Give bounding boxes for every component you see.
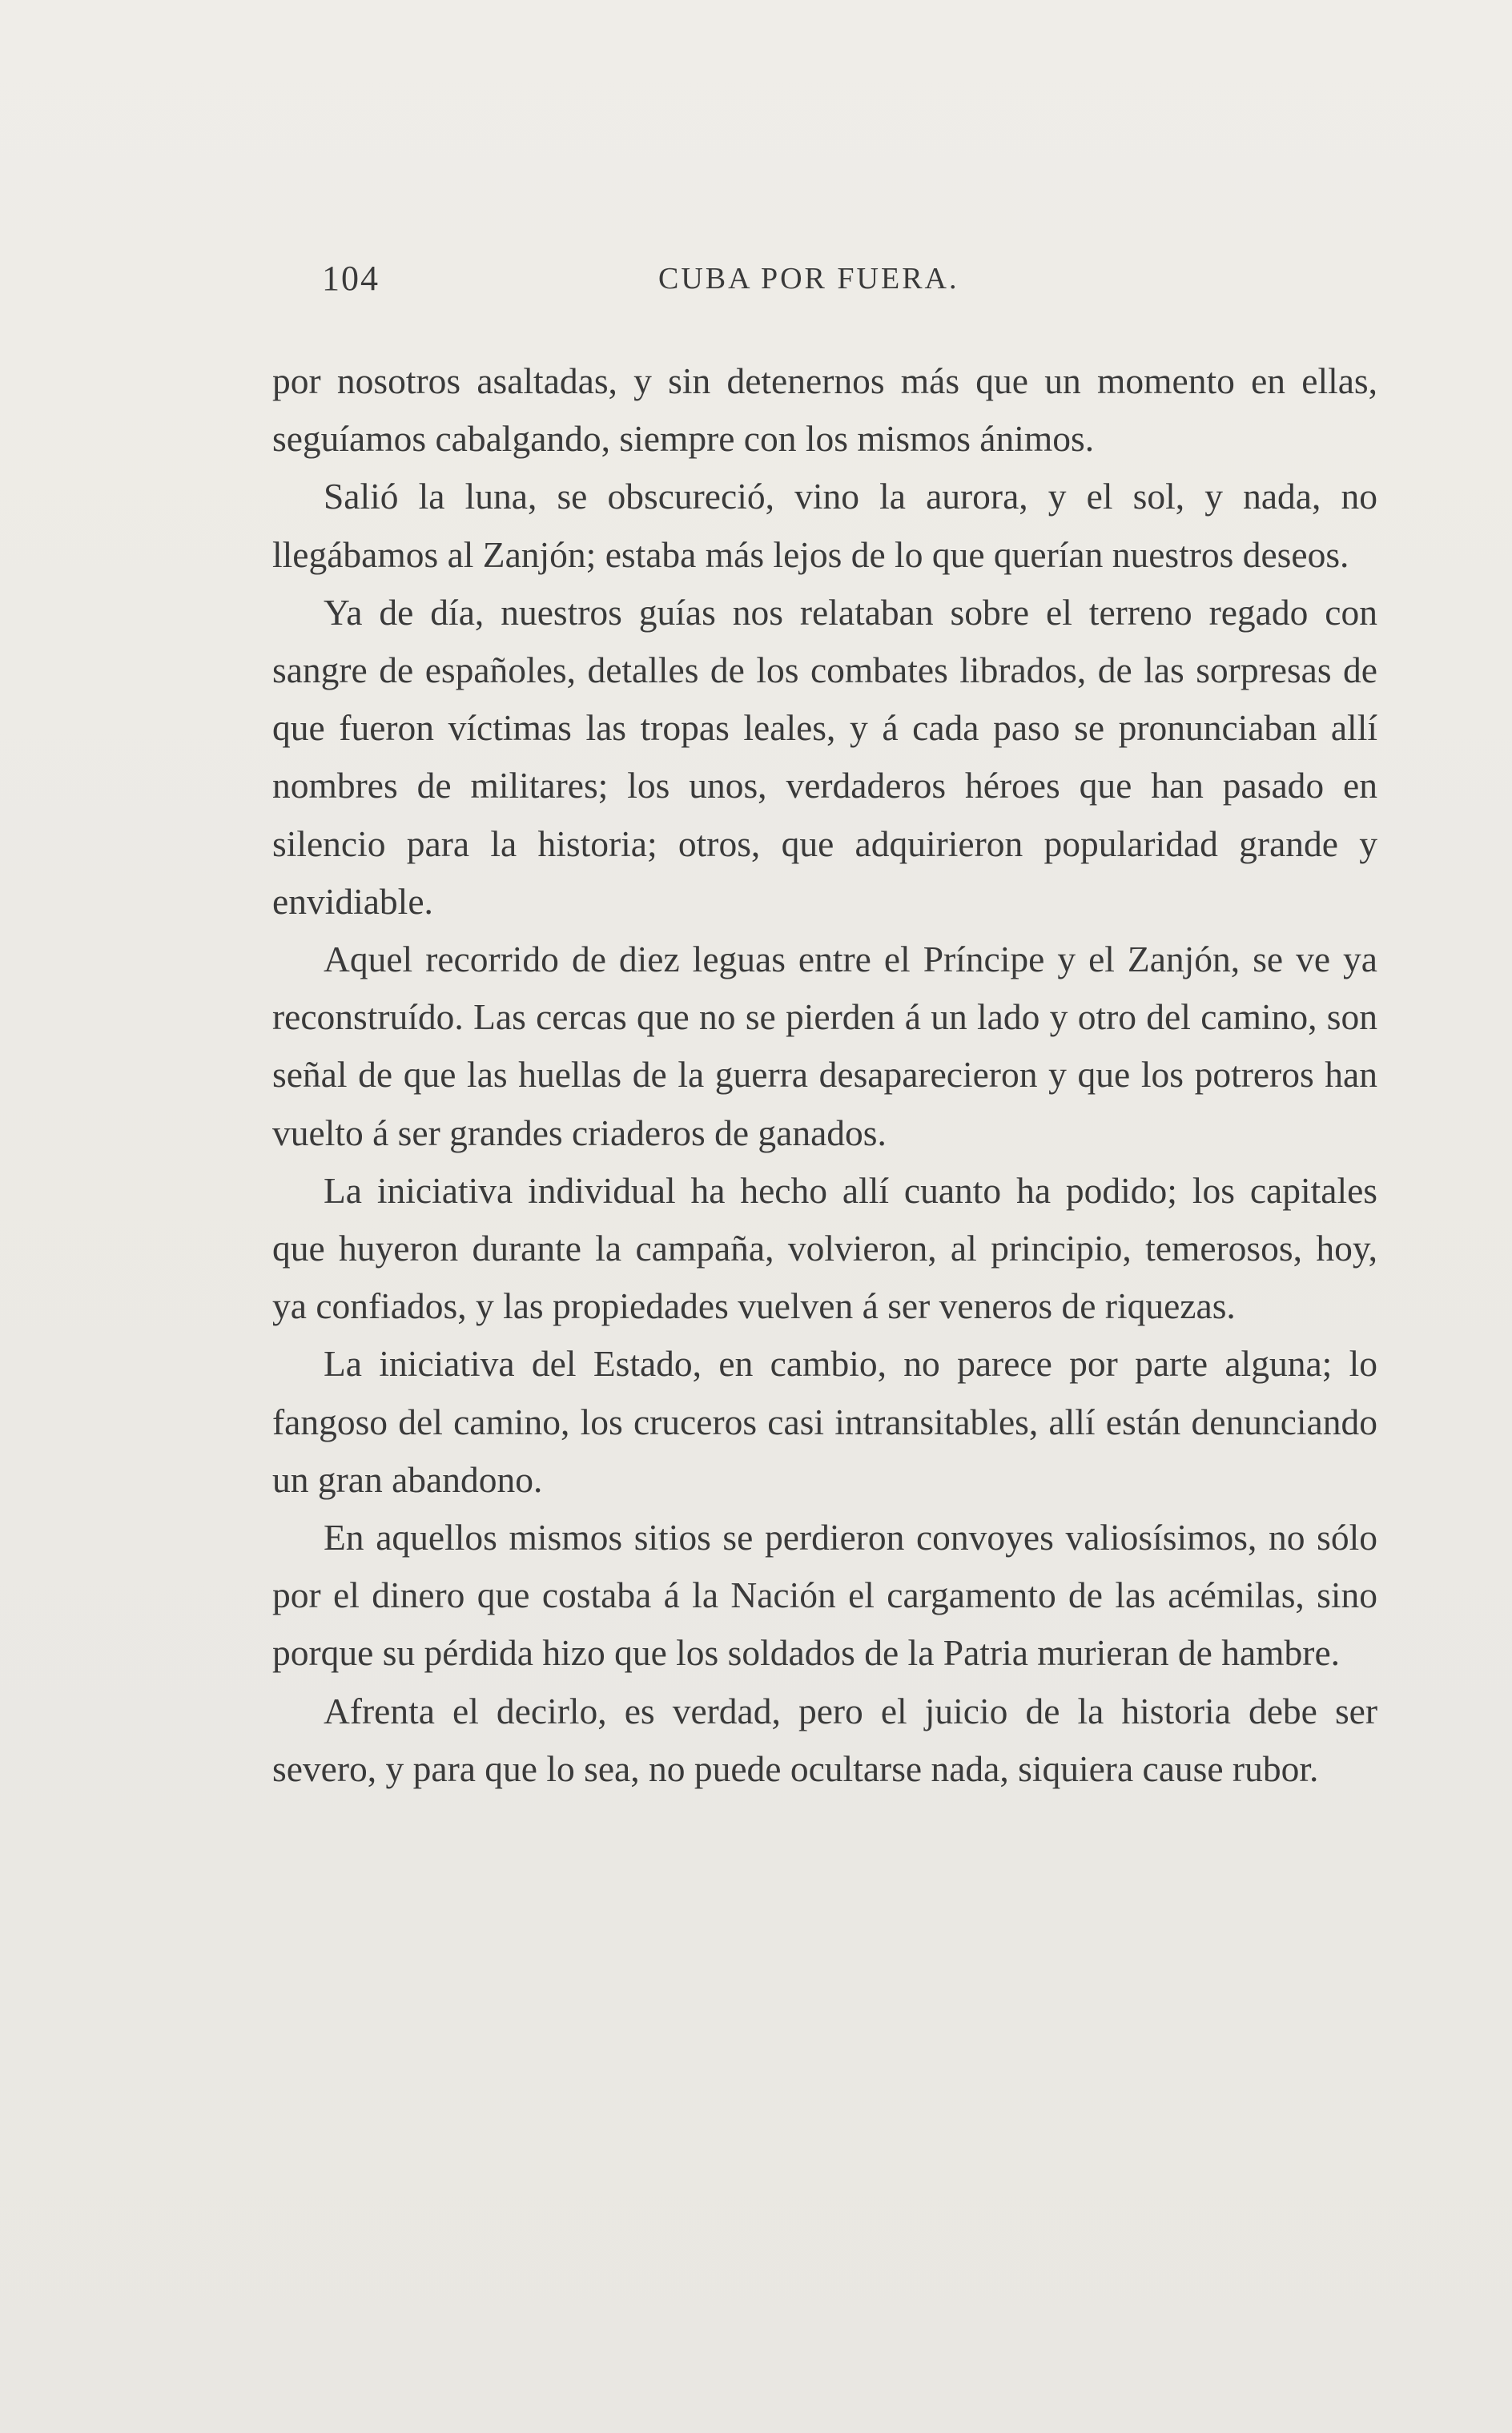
paragraph-8: Afrenta el decirlo, es verdad, pero el juicio de la historia debe ser severo, y para que lo sea, no puede ocultarse nada, siquiera cause rubor. bbox=[272, 1690, 1377, 1789]
page-number: 104 bbox=[322, 259, 380, 298]
paragraph-4: Aquel recorrido de diez leguas entre el Príncipe y el Zanjón, se ve ya reconstruído. Las cercas que no se pierden á un lado y otro del camino, son señal de que las huellas de la guerra desaparecieron y que los potreros han vuelto á ser grandes criaderos de ganados. bbox=[272, 939, 1377, 1153]
paragraph-2: Salió la luna, se obscureció, vino la aurora, y el sol, y nada, no llegábamos al Zanjón; estaba más lejos de lo que querían nuestros deseos. bbox=[272, 476, 1377, 575]
running-title: CUBA POR FUERA. bbox=[658, 262, 959, 296]
page-header bbox=[314, 258, 1379, 306]
body-text bbox=[272, 352, 1377, 1798]
paragraph-1: por nosotros asaltadas, y sin detenernos más que un momento en ellas, seguíamos cabalgando, siempre con los mismos ánimos. bbox=[272, 360, 1377, 460]
paragraph-6: La iniciativa del Estado, en cambio, no parece por parte alguna; lo fangoso del camino, los cruceros casi intransitables, allí están denunciando un gran abandono. bbox=[272, 1343, 1377, 1500]
paragraph-5: La iniciativa individual ha hecho allí cuanto ha podido; los capitales que huyeron durante la campaña, volvieron, al principio, temerosos, hoy, ya confiados, y las propiedades vuelven á ser veneros de riquezas. bbox=[272, 1169, 1377, 1327]
paragraph-7: En aquellos mismos sitios se perdieron convoyes valiosísimos, no sólo por el dinero que costaba á la Nación el cargamento de las acémilas, sino porque su pérdida hizo que los soldados de la Patria murieran de hambre. bbox=[272, 1517, 1377, 1674]
paragraph-3: Ya de día, nuestros guías nos relataban sobre el terreno regado con sangre de españoles, detalles de los combates librados, de las sorpresas de que fueron víctimas las tropas leales, y á cada paso se pronunciaban allí nombres de militares; los unos, verdaderos héroes que han pasado en silencio para la historia; otros, que adquirieron popularidad grande y envidiable. bbox=[272, 591, 1377, 922]
